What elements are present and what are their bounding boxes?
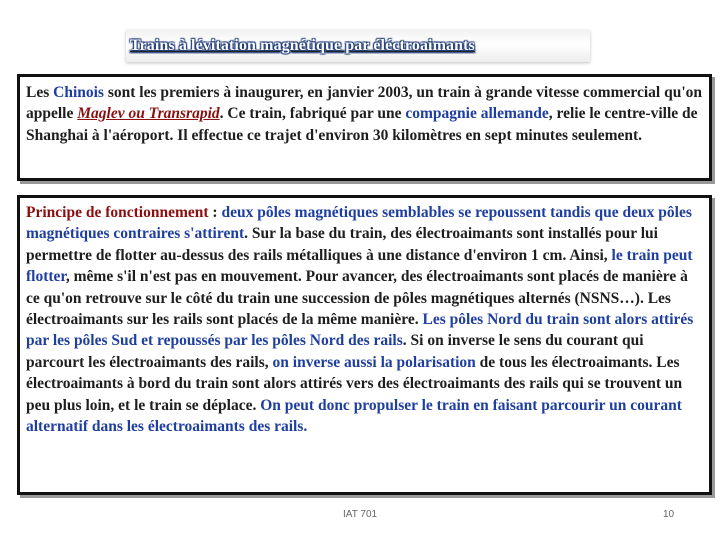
principle-heading: Principe de fonctionnement	[26, 204, 209, 221]
highlight-inverse: on inverse aussi la polarisation	[272, 353, 476, 371]
page-number: 10	[663, 509, 675, 520]
highlight-nord: Les pôles Nord du train sont alors attirés par les pôles Sud et repoussés par les pôles Nord des rails	[26, 311, 694, 350]
slide-title: Trains à lévitation magnétique par éléctroaimants	[130, 37, 475, 54]
intro-text: sont les premiers à inaugurer, en janvier 2003, un train à grande vitesse commercial qu'on appelle	[26, 84, 702, 123]
intro-text: . Ce train, fabriqué par une	[219, 105, 406, 123]
principle-text: , même s'il n'est pas en mouvement. Pour avancer, des électroaimants sont placés de manière à ce qu'on retrouve sur le côté du train une succession de pôles magnétiques alternés (NSNS…). Les électroaimants sur les rails sont placés de la même manière.	[26, 268, 688, 329]
highlight-compagnie: compagnie allemande	[405, 105, 549, 123]
highlight-chinois: Chinois	[53, 84, 104, 101]
principle-text: :	[208, 204, 222, 221]
footer-label: IAT 701	[343, 509, 378, 520]
intro-text-box	[17, 74, 712, 181]
intro-text: , relie le centre-ville de Shanghai à l'aéroport. Il effectue ce trajet d'environ 30 kilomètres en sept minutes seulement.	[26, 105, 698, 144]
highlight-flotter: le train peut flotter	[26, 246, 693, 286]
intro-text: Les	[26, 84, 54, 101]
principle-text: de tous les électroaimants. Les électroaimants à bord du train sont alors attirés vers des électroaimants des rails qui se trouvent un peu plus loin, et le train se déplace.	[26, 353, 683, 414]
principle-text: . Sur la base du train, des électroaimants sont installés pour lui permettre de flotter au-dessus des rails métalliques à une distance d'environ 1 cm. Ainsi,	[26, 225, 658, 264]
principle-text-box	[17, 195, 712, 495]
highlight-poles: deux pôles magnétiques semblables se repoussent tandis que deux pôles magnétiques contraires s'attirent	[26, 204, 692, 243]
highlight-propulser: On peut donc propulser le train en faisant parcourir un courant alternatif dans les électroaimants des rails.	[26, 396, 682, 436]
highlight-maglev: Maglev ou Transrapid	[77, 105, 220, 123]
principle-text: . Si on inverse le sens du courant qui parcourt les électroaimants des rails,	[26, 332, 644, 371]
